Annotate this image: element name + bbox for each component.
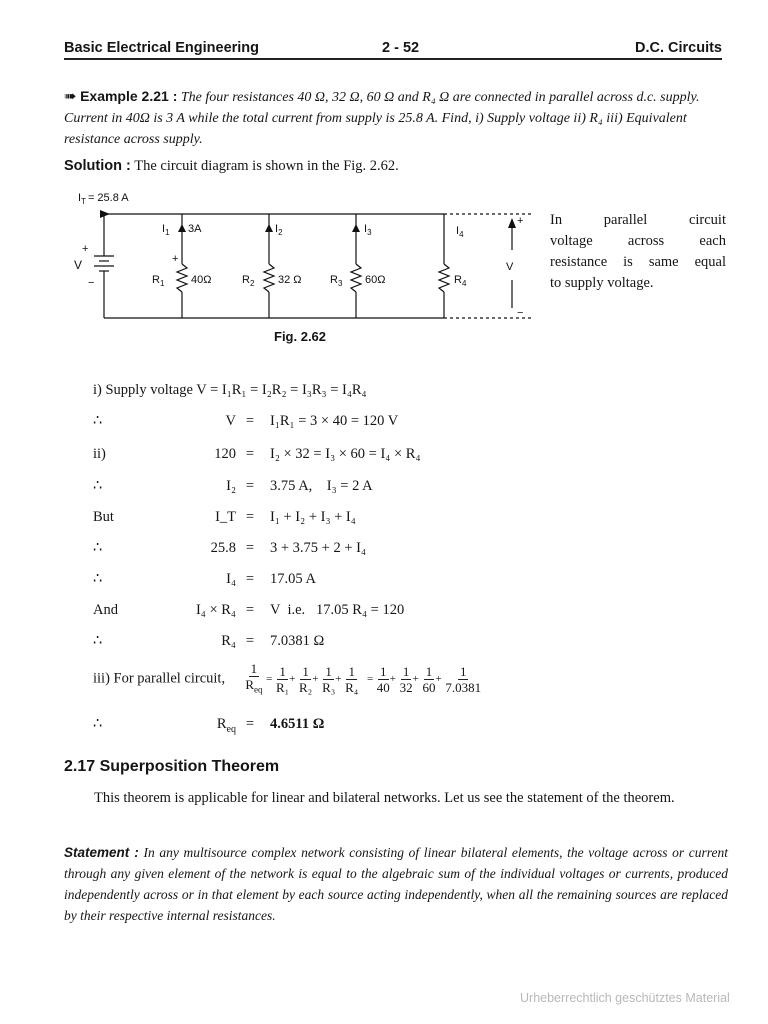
statement-text: In any multisource complex network consisting of linear bilateral elements, the voltage across or current through any given element of the network is equal to the algebraic sum of the individual voltages or currents, produced independently across or in that element by each source acting independently, when all the remaining sources are replaced by their respective internal resistances.	[64, 845, 729, 923]
step-lhs: I₄	[226, 571, 236, 587]
step-prefix: ∴	[93, 540, 103, 556]
watermark: Urheberrechtlich geschütztes Material	[520, 991, 730, 1005]
r1-value: 40Ω	[191, 274, 212, 286]
v-plus: +	[517, 215, 524, 227]
figure-caption: Fig. 2.62	[274, 329, 327, 344]
header-rule	[64, 58, 722, 60]
source-plus: +	[82, 243, 89, 255]
v-right-label: V	[506, 261, 514, 273]
step-rhs: 17.05 A	[270, 571, 316, 587]
i3-label: $I_3$	[364, 223, 372, 237]
i1-label: $I_1$	[162, 223, 170, 237]
step-rhs: I₁R₁ = 3 × 40 = 120 V	[270, 413, 399, 429]
page-header	[64, 36, 722, 58]
step-rhs: 3 + 3.75 + 2 + I₄	[270, 540, 367, 556]
frac-r4: $\frac{1}{\text{R₄}}$	[345, 663, 359, 695]
frac-r1: $\frac{1}{\text{R₁}}$	[275, 663, 290, 695]
step-prefix: ∴	[93, 571, 103, 587]
r3-value: 60Ω	[365, 274, 386, 286]
frac-req: $\frac{1}{R_{eq}}$	[245, 661, 263, 695]
step-lhs: I_T	[215, 509, 236, 525]
arrow-total-icon	[100, 210, 110, 218]
step-prefix: And	[93, 602, 118, 618]
example-block	[64, 86, 726, 150]
statement-block	[64, 842, 728, 926]
book-title: Basic Electrical Engineering	[64, 40, 260, 56]
step-eq: =	[245, 571, 255, 587]
step-line: i) Supply voltage V = I₁R₁ = I₂R₂ = I₃R₃ = I₄R₄	[93, 382, 367, 398]
step-rhs: I₂ × 32 = I₃ × 60 = I₄ × R₄	[270, 446, 421, 462]
side-note-line: to supply voltage.	[550, 275, 654, 291]
example-label: Example 2.21 :	[80, 88, 178, 104]
step-lhs: I₂	[226, 478, 236, 494]
result-prefix: ∴	[93, 716, 103, 732]
result-rhs: 4.6511 Ω	[270, 716, 325, 732]
side-note-line: In parallel circuit	[550, 212, 726, 228]
side-note-line: voltage across each	[550, 233, 726, 249]
resistor-r3	[351, 264, 361, 292]
step-rhs: V i.e. 17.05 R₄ = 120	[270, 602, 405, 618]
frac-32: $\frac{1}{32}$	[399, 663, 413, 695]
step-lhs: I₄ × R₄	[195, 602, 236, 618]
source-label: V	[74, 258, 83, 272]
double-arrow-icon: ➠	[64, 89, 77, 105]
r2-value: 32 Ω	[278, 274, 302, 286]
solution-label: Solution :	[64, 158, 131, 174]
v-minus: −	[517, 307, 524, 319]
step-eq: =	[245, 478, 255, 494]
step-lhs: V	[225, 413, 236, 429]
step-rhs: I₁ + I₂ + I₃ + I₄	[270, 509, 356, 525]
circuit-diagram	[74, 188, 544, 328]
section-paragraph: This theorem is applicable for linear and bilateral networks. Let us see the statement of the theorem.	[94, 790, 675, 806]
step-prefix: ∴	[93, 633, 103, 649]
step-lhs: R₄	[221, 633, 236, 649]
r1-label: $R_1$	[152, 274, 165, 288]
step-lhs: 25.8	[210, 540, 236, 556]
example-text: The four resistances 40 Ω, 32 Ω, 60 Ω and R₄ Ω are connected in parallel across d.c. supply. Current in 40Ω is 3 A while the total current from supply is 25.8 A. Find, i) Supply voltage ii) R₄ iii) Equivalent resistance across supply.	[64, 90, 700, 147]
side-note	[550, 210, 726, 294]
step-eq: =	[245, 602, 255, 618]
parallel-equation: iii) For parallel circuit, $\frac{1}{R_{eq}}$ = $\frac{1}{\text{R₁}}$ + $\frac{1}{\text{R₂}}$ + $\frac{1}{\text{R₃}}$ + $\frac{1}{\text{R₄}}$ = $\frac{1}{40}$ + $\frac{1}{32}$ + $\frac{1}{60}$ + $\frac{1}{7.0381}$	[93, 661, 482, 698]
solution-line	[64, 158, 399, 175]
result-eq: =	[245, 716, 255, 732]
side-note-line: resistance is same equal	[550, 254, 726, 270]
arrow-i3-icon	[352, 224, 360, 232]
step-prefix: But	[93, 509, 114, 525]
step-prefix: ∴	[93, 478, 103, 494]
section-title: 2.17 Superposition Theorem	[64, 758, 280, 775]
step-eq: =	[245, 413, 255, 429]
step-eq: =	[245, 540, 255, 556]
chapter-title: D.C. Circuits	[634, 40, 722, 56]
step-lhs: 120	[214, 446, 236, 462]
resistor-r1	[177, 264, 187, 292]
step-prefix: ∴	[93, 413, 103, 429]
arrow-i2-icon	[265, 224, 273, 232]
statement-label: Statement :	[64, 845, 139, 860]
page-number: 2 - 52	[382, 40, 420, 56]
r4-label: $R_4$	[454, 274, 467, 288]
frac-40: $\frac{1}{40}$	[376, 663, 390, 695]
step-eq: =	[245, 633, 255, 649]
i2-label: $I_2$	[275, 223, 283, 237]
result-lhs: $R_{eq}$	[216, 716, 236, 735]
step-eq: =	[245, 509, 255, 525]
arrow-v-icon	[508, 218, 516, 228]
step-prefix: ii)	[93, 446, 106, 462]
svg-text:IT= 25.8 A: $I_T = 25.8$ A	[78, 192, 129, 206]
r1-plus: +	[172, 253, 179, 265]
step-rhs: 3.75 A, I₃ = 2 A	[270, 478, 373, 494]
frac-60: $\frac{1}{60}$	[422, 663, 436, 695]
i4-label: $I_4$	[456, 225, 464, 239]
resistor-r2	[264, 264, 274, 292]
r3-label: $R_3$	[330, 274, 343, 288]
parallel-label: iii) For parallel circuit,	[93, 670, 226, 687]
source-minus: −	[88, 277, 95, 289]
i1-value: 3A	[188, 223, 202, 235]
frac-r3: $\frac{1}{\text{R₃}}$	[322, 663, 336, 695]
r2-label: $R_2$	[242, 274, 255, 288]
resistor-r4	[439, 264, 449, 292]
step-eq: =	[245, 446, 255, 462]
frac-r2: $\frac{1}{\text{R₂}}$	[299, 663, 313, 695]
total-current-label	[78, 192, 129, 206]
arrow-i1-icon	[178, 224, 186, 232]
step-rhs: 7.0381 Ω	[270, 633, 325, 649]
frac-70381: $\frac{1}{7.0381}$	[445, 663, 482, 695]
solution-text: The circuit diagram is shown in the Fig. 2.62.	[134, 158, 399, 174]
